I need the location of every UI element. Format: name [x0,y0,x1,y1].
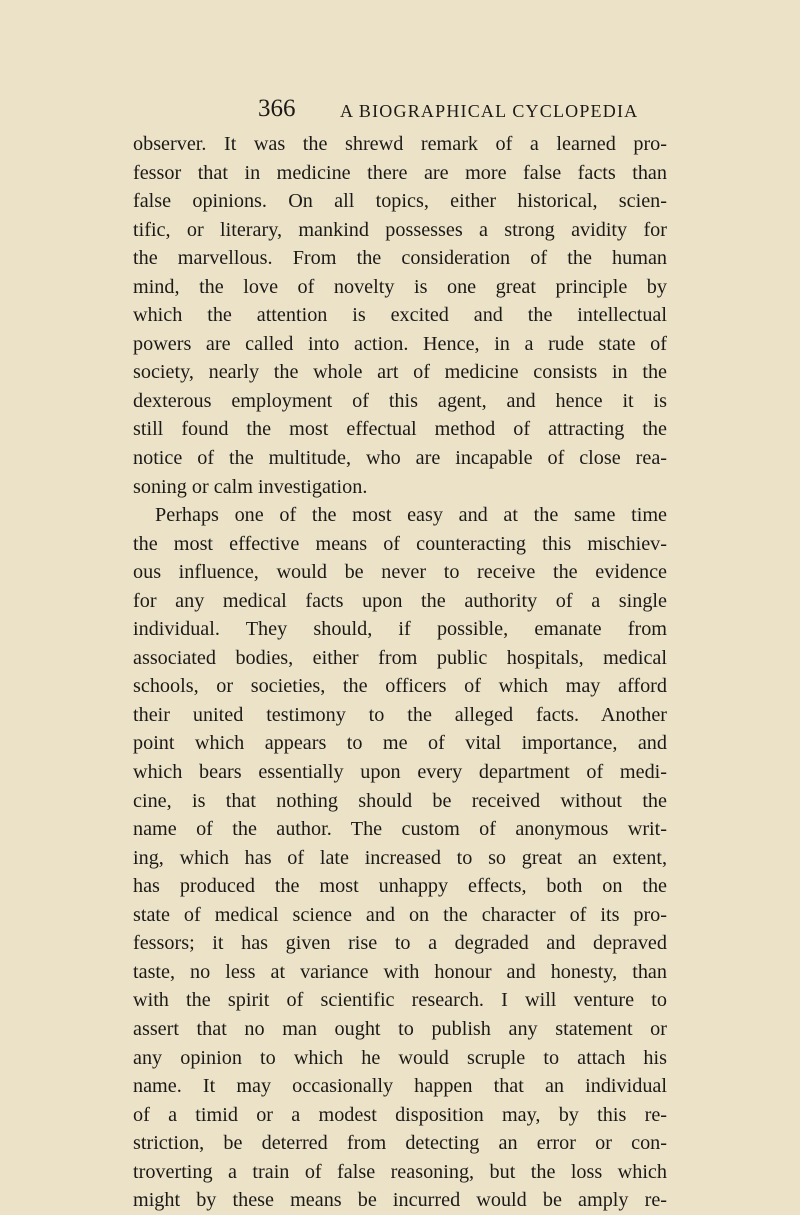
text-line: individual. They should, if possible, emanate from [133,618,667,641]
text-line: the most effective means of counteracting this mischiev- [133,532,667,555]
text-line: fessor that in medicine there are more false facts than [133,161,667,184]
text-line: ous influence, would be never to receive the evidence [133,561,667,584]
text-line: name of the author. The custom of anonymous writ- [133,818,667,841]
text-line: has produced the most unhappy effects, both on the [133,875,667,898]
text-line: with the spirit of scientific research. I will venture to [133,989,667,1012]
text-line: taste, no less at variance with honour and honesty, than [133,960,667,983]
text-line: mind, the love of novelty is one great principle by [133,275,667,298]
text-line: soning or calm investigation. [133,475,368,498]
text-line: assert that no man ought to publish any statement or [133,1017,667,1040]
text-line: false opinions. On all topics, either historical, scien- [133,190,667,213]
text-line: of a timid or a modest disposition may, by this re- [133,1103,667,1126]
page-number: 366 [258,95,296,122]
text-line: name. It may occasionally happen that an individual [133,1075,667,1098]
text-line: any opinion to which he would scruple to attach his [133,1046,667,1069]
text-line: for any medical facts upon the authority of a single [133,589,667,612]
text-line: associated bodies, either from public hospitals, medical [133,646,667,669]
text-line: still found the most effectual method of attracting the [133,418,667,441]
text-line: their united testimony to the alleged facts. Another [133,703,667,726]
running-title: A BIOGRAPHICAL CYCLOPEDIA [340,101,639,121]
text-line: point which appears to me of vital importance, and [133,732,667,755]
text-line: schools, or societies, the officers of which may afford [133,675,667,698]
text-line: powers are called into action. Hence, in a rude state of [133,332,667,355]
body-text [133,130,667,1215]
text-line: fessors; it has given rise to a degraded and depraved [133,932,667,955]
text-line: which bears essentially upon every department of medi- [133,761,667,784]
text-line: might by these means be incurred would be amply re- [133,1189,667,1212]
text-line: cine, is that nothing should be received without the [133,789,667,812]
text-line: observer. It was the shrewd remark of a learned pro- [133,133,667,155]
text-line: the marvellous. From the consideration of the human [133,247,667,270]
text-line: state of medical science and on the character of its pro- [133,903,667,926]
text-line: Perhaps one of the most easy and at the same time [155,504,667,527]
text-line: dexterous employment of this agent, and hence it is [133,389,667,412]
text-line: tific, or literary, mankind possesses a strong avidity for [133,218,667,241]
text-line: troverting a train of false reasoning, but the loss which [133,1160,667,1183]
text-line: striction, be deterred from detecting an error or con- [133,1132,667,1155]
text-line: society, nearly the whole art of medicine consists in the [133,361,667,384]
text-line: ing, which has of late increased to so great an extent, [133,846,667,869]
running-head [258,94,678,124]
text-line: which the attention is excited and the intellectual [133,304,667,327]
text-line: notice of the multitude, who are incapable of close rea- [133,447,667,470]
